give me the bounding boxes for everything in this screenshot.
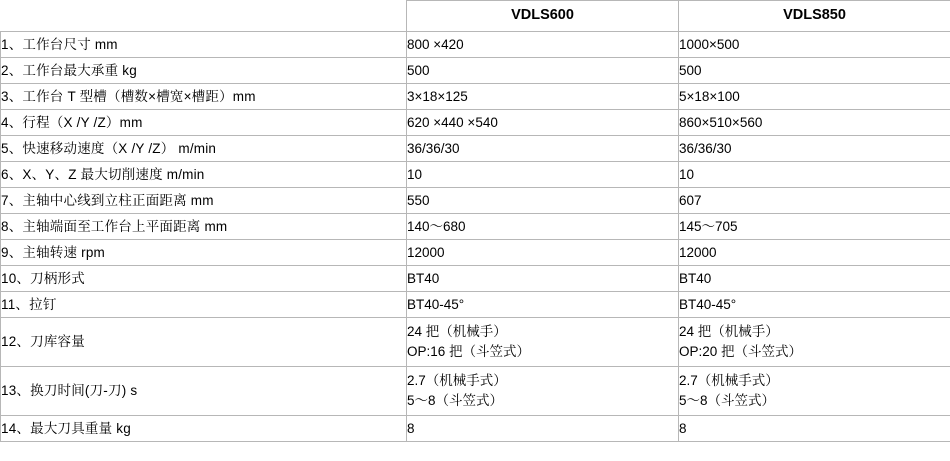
spec-value-line: 12000	[679, 244, 717, 260]
table-row	[1, 318, 950, 367]
spec-value-cell-vdls850	[679, 214, 950, 240]
spec-value-cell-vdls600	[407, 240, 679, 266]
spec-value-cell-vdls850	[679, 240, 950, 266]
spec-label-cell	[1, 84, 407, 110]
spec-value-line: 5×18×100	[679, 88, 740, 104]
spec-label-line: 6、X、Y、Z 最大切削速度 m/min	[1, 166, 205, 182]
table-row	[1, 416, 950, 442]
spec-value-cell-vdls850	[679, 266, 950, 292]
spec-value-line: 36/36/30	[679, 140, 732, 156]
table-row	[1, 84, 950, 110]
spec-value-cell-vdls600	[407, 318, 679, 367]
spec-value-line: 24 把（机械手）	[407, 324, 507, 340]
spec-value-line: 607	[679, 192, 702, 208]
column-header-vdls850: VDLS850	[679, 1, 950, 32]
table-row	[1, 214, 950, 240]
spec-label-cell	[1, 266, 407, 292]
spec-value-line: 8	[679, 420, 687, 436]
spec-value-line: 8	[407, 420, 415, 436]
spec-value-line: 500	[407, 62, 430, 78]
spec-value-cell-vdls850	[679, 162, 950, 188]
spec-label-cell	[1, 32, 407, 58]
spec-value-line: 620 ×440 ×540	[407, 114, 498, 130]
table-row	[1, 162, 950, 188]
spec-label-line: 2、工作台最大承重 kg	[1, 62, 137, 78]
spec-value-line: 800 ×420	[407, 36, 464, 52]
spec-value-line: BT40	[679, 270, 712, 286]
spec-value-line: 5～8（斗笠式）	[679, 393, 776, 408]
spec-value-line: OP:20 把（斗笠式）	[679, 344, 803, 359]
spec-label-cell	[1, 367, 407, 416]
spec-value-cell-vdls850	[679, 367, 950, 416]
spec-value-line: 2.7（机械手式）	[679, 373, 779, 389]
spec-value-line: 10	[679, 166, 695, 182]
spec-value-cell-vdls600	[407, 292, 679, 318]
spec-value-cell-vdls600	[407, 110, 679, 136]
table-row	[1, 58, 950, 84]
spec-label-line: 7、主轴中心线到立柱正面距离 mm	[1, 192, 214, 208]
table-body	[1, 32, 950, 442]
table-row	[1, 188, 950, 214]
spec-label-cell	[1, 416, 407, 442]
table-row	[1, 292, 950, 318]
column-header-vdls600: VDLS600	[407, 1, 679, 32]
spec-value-cell-vdls600	[407, 188, 679, 214]
spec-value-line: BT40-45°	[407, 296, 465, 312]
spec-value-line: 1000×500	[679, 36, 740, 52]
spec-label-cell	[1, 318, 407, 367]
spec-label-cell	[1, 188, 407, 214]
spec-value-cell-vdls600	[407, 136, 679, 162]
spec-value-cell-vdls850	[679, 188, 950, 214]
spec-value-line: 10	[407, 166, 423, 182]
spec-label-line: 14、最大刀具重量 kg	[1, 420, 131, 436]
table-row	[1, 136, 950, 162]
spec-label-line: 3、工作台 T 型槽（槽数×槽宽×槽距）mm	[1, 88, 256, 104]
spec-value-cell-vdls600	[407, 162, 679, 188]
spec-label-line: 11、拉钉	[1, 296, 57, 312]
table-row	[1, 32, 950, 58]
spec-value-cell-vdls850	[679, 292, 950, 318]
spec-value-line: 3×18×125	[407, 88, 468, 104]
spec-value-cell-vdls850	[679, 58, 950, 84]
spec-value-line: 550	[407, 192, 430, 208]
table-corner-cell	[1, 1, 407, 32]
spec-label-cell	[1, 136, 407, 162]
spec-value-cell-vdls850	[679, 318, 950, 367]
spec-value-line: 12000	[407, 244, 445, 260]
spec-value-line: 2.7（机械手式）	[407, 373, 507, 389]
spec-label-line: 4、行程（X /Y /Z）mm	[1, 114, 143, 130]
spec-label-line: 5、快速移动速度（X /Y /Z） m/min	[1, 140, 217, 156]
spec-value-cell-vdls600	[407, 416, 679, 442]
spec-label-cell	[1, 214, 407, 240]
table-row	[1, 110, 950, 136]
spec-label-cell	[1, 162, 407, 188]
spec-value-line: 860×510×560	[679, 114, 763, 130]
spec-value-cell-vdls600	[407, 84, 679, 110]
spec-value-cell-vdls600	[407, 367, 679, 416]
spec-label-line: 10、刀柄形式	[1, 270, 85, 286]
spec-value-line: 36/36/30	[407, 140, 460, 156]
spec-label-line: 9、主轴转速 rpm	[1, 244, 106, 260]
spec-label-cell	[1, 58, 407, 84]
spec-label-line: 13、换刀时间(刀-刀) s	[1, 383, 138, 399]
table-header	[1, 1, 950, 32]
spec-label-line: 8、主轴端面至工作台上平面距离 mm	[1, 218, 228, 234]
spec-label-cell	[1, 240, 407, 266]
table-header-row	[1, 1, 950, 32]
spec-value-cell-vdls600	[407, 32, 679, 58]
spec-value-line: OP:16 把（斗笠式）	[407, 344, 531, 359]
spec-value-cell-vdls600	[407, 214, 679, 240]
spec-value-cell-vdls850	[679, 84, 950, 110]
spec-label-line: 1、工作台尺寸 mm	[1, 36, 118, 52]
table-row	[1, 240, 950, 266]
spec-label-line: 12、刀库容量	[1, 334, 85, 350]
spec-value-line: BT40-45°	[679, 296, 737, 312]
spec-value-line: 500	[679, 62, 702, 78]
spec-value-line: 24 把（机械手）	[679, 324, 779, 340]
spec-value-line: 140～680	[407, 218, 466, 234]
spec-value-cell-vdls600	[407, 266, 679, 292]
spec-value-line: 5～8（斗笠式）	[407, 393, 504, 408]
spec-value-cell-vdls850	[679, 136, 950, 162]
spec-value-line: BT40	[407, 270, 440, 286]
spec-label-cell	[1, 110, 407, 136]
table-row	[1, 266, 950, 292]
spec-value-cell-vdls850	[679, 110, 950, 136]
table-row	[1, 367, 950, 416]
spec-value-cell-vdls850	[679, 32, 950, 58]
spec-value-cell-vdls850	[679, 416, 950, 442]
spec-value-cell-vdls600	[407, 58, 679, 84]
spec-label-cell	[1, 292, 407, 318]
spec-value-line: 145～705	[679, 218, 738, 234]
